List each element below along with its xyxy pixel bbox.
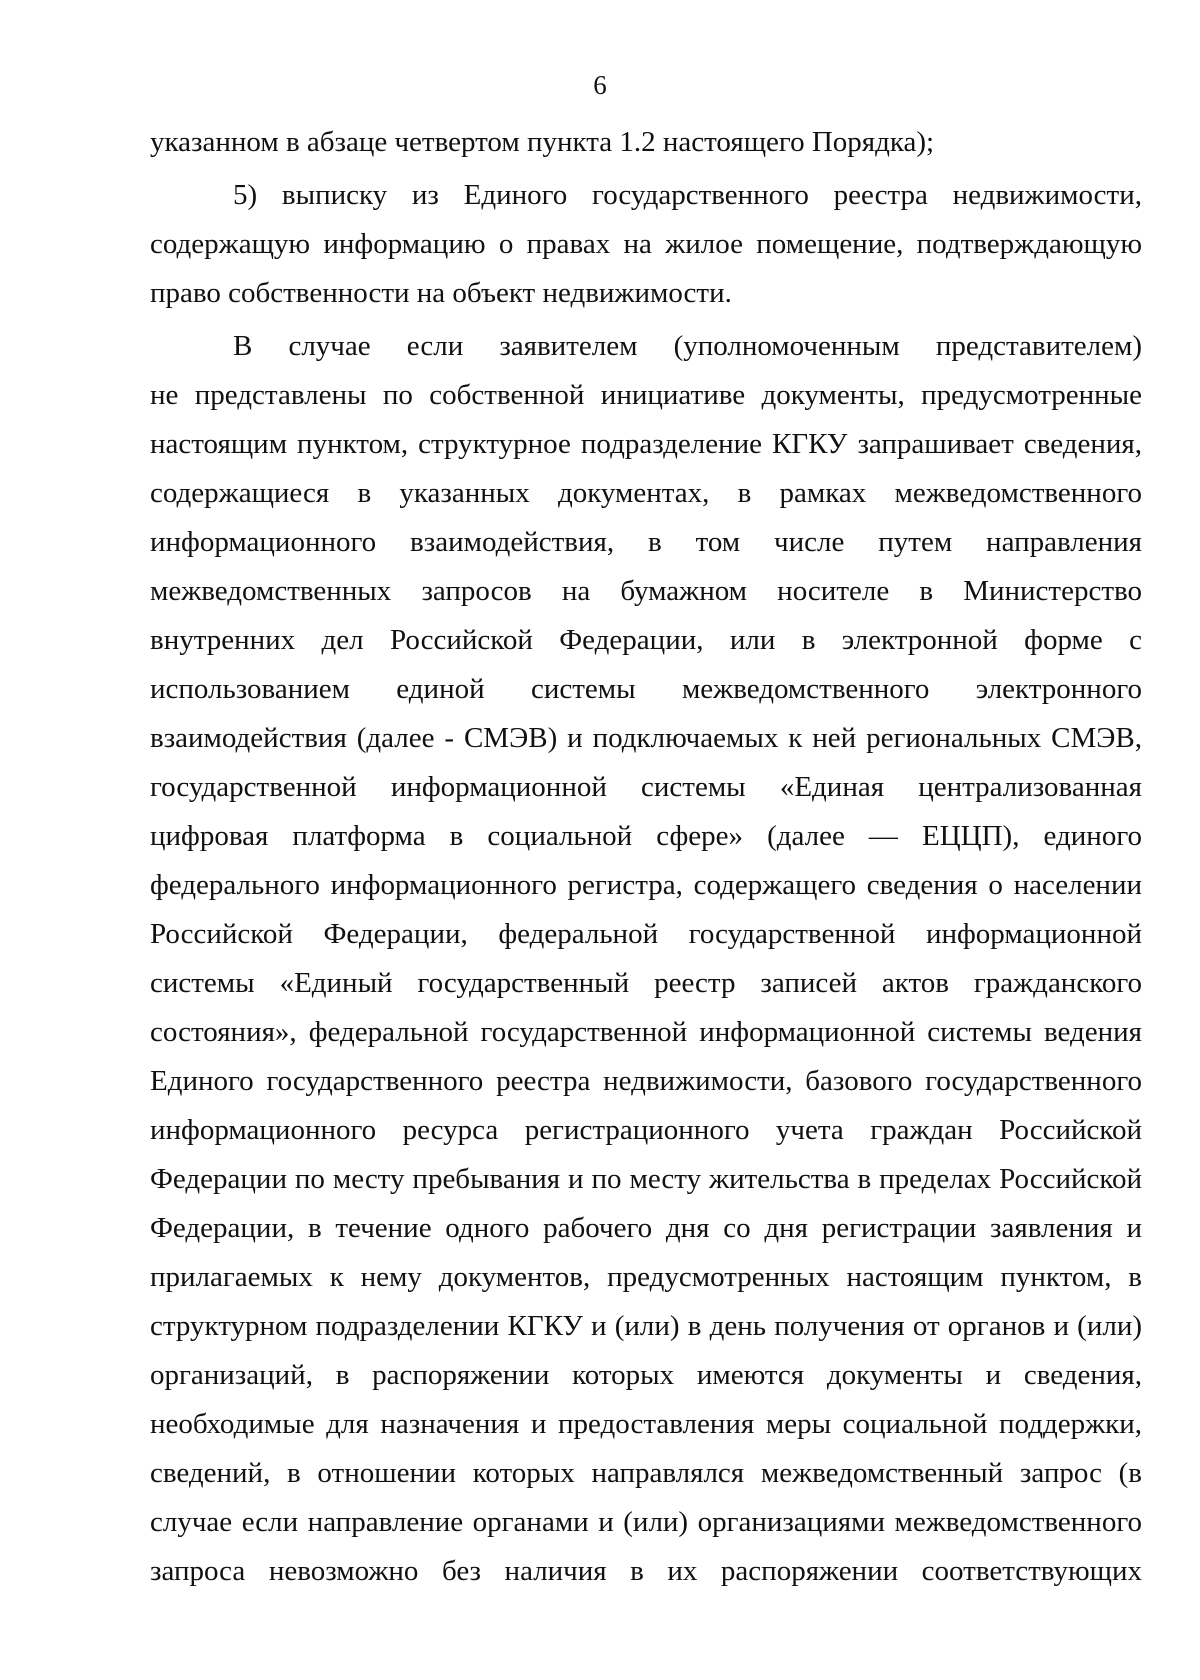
text-line: содержащиеся в указанных документах, в рамках межведомственного [150, 477, 1142, 509]
text-line: использованием единой системы межведомственного электронного [150, 673, 1142, 705]
text-line: содержащую информацию о правах на жилое помещение, подтверждающую [150, 228, 1142, 260]
document-body [150, 118, 1142, 1596]
text-line: государственной информационной системы «Единая централизованная [150, 771, 1142, 803]
text-line: федерального информационного регистра, содержащего сведения о населении [150, 869, 1142, 901]
text-line: право собственности на объект недвижимости. [150, 277, 732, 309]
text-line: настоящим пунктом, структурное подразделение КГКУ запрашивает сведения, [150, 428, 1142, 460]
paragraph-continuation [150, 118, 1142, 167]
text-line: прилагаемых к нему документов, предусмотренных настоящим пунктом, в [150, 1261, 1142, 1293]
text-line: случае если направление органами и (или) организациями межведомственного [150, 1506, 1142, 1538]
text-line: не представлены по собственной инициативе документы, предусмотренные [150, 379, 1142, 411]
text-line: Федерации, в течение одного рабочего дня со дня регистрации заявления и [150, 1212, 1142, 1244]
text-line: межведомственных запросов на бумажном носителе в Министерство [150, 575, 1142, 607]
text-line: взаимодействия (далее - СМЭВ) и подключаемых к ней региональных СМЭВ, [150, 722, 1142, 754]
paragraph-item-5 [150, 171, 1142, 318]
text-line: информационного ресурса регистрационного учета граждан Российской [150, 1114, 1142, 1146]
text-line: Российской Федерации, федеральной государственной информационной [150, 918, 1142, 950]
text-line: 5) выписку из Единого государственного реестра недвижимости, [233, 179, 1142, 211]
text-line: сведений, в отношении которых направлялся межведомственный запрос (в [150, 1457, 1142, 1489]
text-line: В случае если заявителем (уполномоченным представителем) [233, 330, 1142, 362]
text-line: организаций, в распоряжении которых имеются документы и сведения, [150, 1359, 1142, 1391]
text-line: системы «Единый государственный реестр записей актов гражданского [150, 967, 1142, 999]
text-line: необходимые для назначения и предоставления меры социальной поддержки, [150, 1408, 1142, 1440]
text-line: указанном в абзаце четвертом пункта 1.2 настоящего Порядка); [150, 126, 935, 158]
text-line: внутренних дел Российской Федерации, или в электронной форме с [150, 624, 1142, 656]
text-line: структурном подразделении КГКУ и (или) в день получения от органов и (или) [150, 1310, 1142, 1342]
paragraph-main [150, 322, 1142, 1596]
text-line: Федерации по месту пребывания и по месту жительства в пределах Российской [150, 1163, 1142, 1195]
page-number: 6 [593, 70, 607, 100]
text-line: информационного взаимодействия, в том числе путем направления [150, 526, 1142, 558]
text-line: Единого государственного реестра недвижимости, базового государственного [150, 1065, 1142, 1097]
text-line: запроса невозможно без наличия в их распоряжении соответствующих [150, 1555, 1142, 1587]
text-line: цифровая платформа в социальной сфере» (далее — ЕЦЦП), единого [150, 820, 1142, 852]
text-line: состояния», федеральной государственной информационной системы ведения [150, 1016, 1142, 1048]
